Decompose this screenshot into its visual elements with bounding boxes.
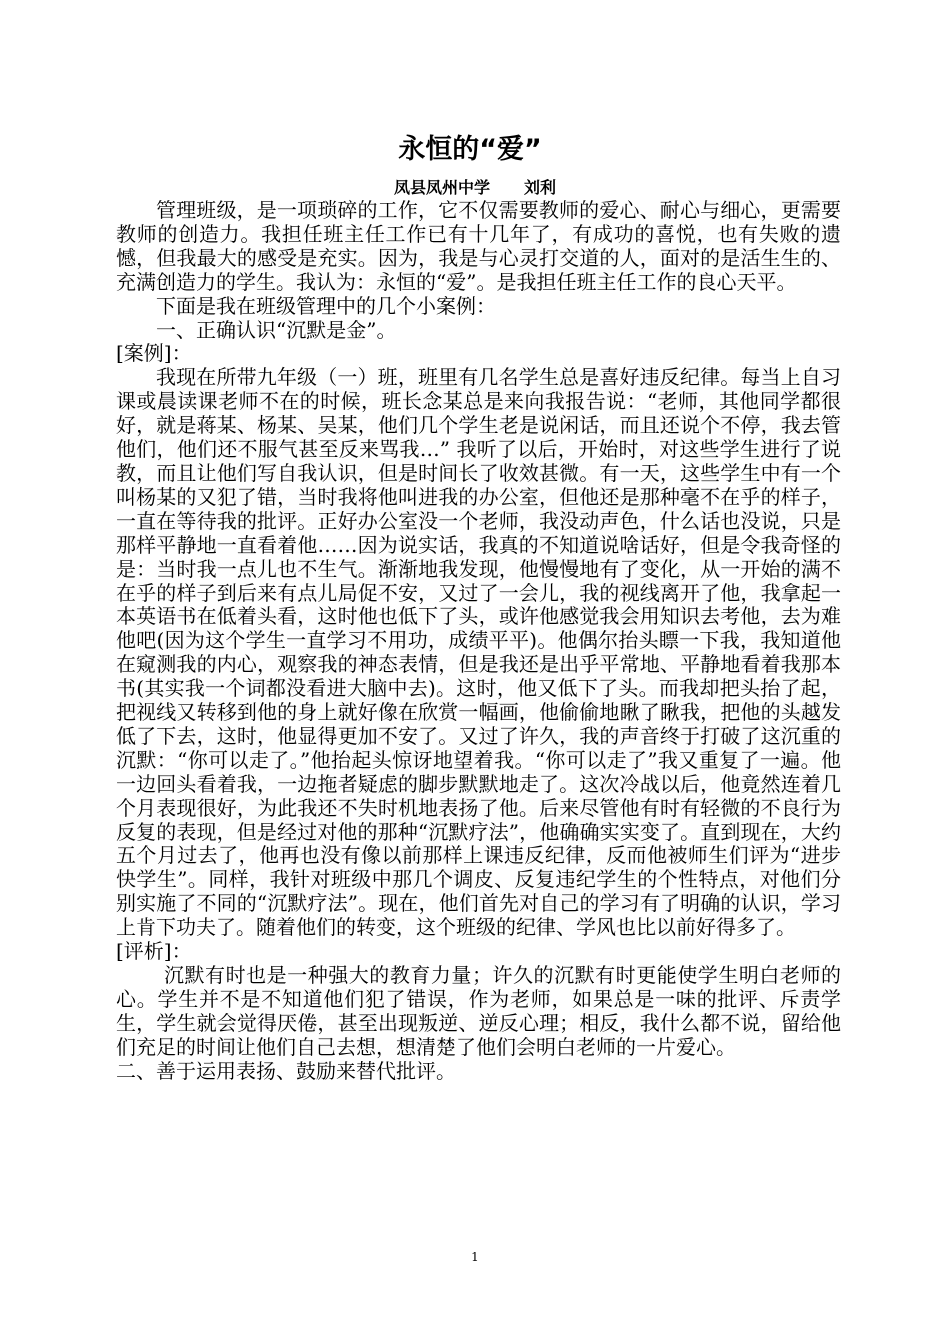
case-paragraph: 我现在所带九年级（一）班，班里有几名学生总是喜好违反纪律。每当上自习课或晨读课老师不在的时候，班长念某总是来向我报告说：“老师，其他同学都很好，就是蒋某、杨某、吴某，他们几个学生老是说闲话，而且还说个不停，我去管他们，他们还不服气甚至反来骂我…” 我听了以后，开始时，对这些学生进行了说教，而且让他们写自我认识，但是时间长了收效甚微。有一天，这些学生中有一个叫杨某的又犯了错，当时我将他叫进我的办公室，但他还是那种毫不在乎的样子，一直在等待我的批评。正好办公室没一个老师，我没动声色，什么话也没说，只是那样平静地一直看着他……因为说实话，我真的不知道说啥话好，但是令我奇怪的是：当时我一点儿也不生气。渐渐地我发现，他慢慢地有了变化，从一开始的满不在乎的样子到后来有点儿局促不安，又过了一会儿，我的视线离开了他，我拿起一本英语书在低着头看，这时他也低下了头，或许他感觉我会用知识去考他，去为难他吧(因为这个学生一直学习不用功，成绩平平)。他偶尔抬头瞟一下我，我知道他在窥测我的内心，观察我的神态表情，但是我还是出乎平常地、平静地看着我那本书(其实我一个词都没看进大脑中去)。这时，他又低下了头。而我却把头抬了起，把视线又转移到他的身上就好像在欣赏一幅画，他偷偷地瞅了瞅我，把他的头越发低了下去，这时，他显得更加不安了。又过了许久，我的声音终于打破了这沉重的沉默：“你可以走了。”他抬起头惊讶地望着我。“你可以走了”我又重复了一遍。他一边回头看着我，一边拖者疑虑的脚步默默地走了。这次冷战以后，他竟然连着几个月表现很好，为此我还不失时机地表扬了他。后来尽管他有时有轻微的不良行为反复的表现，但是经过对他的那种“沉默疗法”，他确确实实变了。直到现在，大约五个月过去了，他再也没有像以前那样上课违反纪律，反而他被师生们评为“进步快学生”。同样，我针对班级中那几个调皮、反复违纪学生的个性特点，对他们分别实施了不同的“沉默疗法”。现在，他们首先对自己的学习有了明确的认识，学习上肯下功夫了。随着他们的转变，这个班级的纪律、学风也比以前好得多了。 — [116, 365, 841, 940]
cases-intro-paragraph: 下面是我在班级管理中的几个小案例： — [156, 293, 496, 318]
author-school: 凤县凤州中学 — [393, 178, 490, 197]
author-name: 刘利 — [524, 178, 557, 197]
document-body — [116, 199, 841, 1084]
author-line — [0, 176, 950, 200]
analysis-label: [评析]： — [116, 939, 192, 964]
intro-paragraph: 管理班级，是一项琐碎的工作，它不仅需要教师的爱心、耐心与细心，更需要教师的创造力。我担任班主任工作已有十几年了，有成功的喜悦，也有失败的遗憾，但我最大的感受是充实。因为，我是与心灵打交道的人，面对的是活生生的、充满创造力的学生。我认为：永恒的“爱”。是我担任班主任工作的良心天平。 — [116, 198, 841, 294]
section-heading-1: 一、正确认识“沉默是金”。 — [156, 317, 397, 342]
case-label: [案例]： — [116, 341, 192, 366]
analysis-paragraph: 沉默有时也是一种强大的教育力量；许久的沉默有时更能使学生明白老师的心。学生并不是不知道他们犯了错误，作为老师，如果总是一味的批评、斥责学生，学生就会觉得厌倦，甚至出现叛逆、逆反心理；相反，我什么都不说，留给他们充足的时间让他们自己去想，想清楚了他们会明白老师的一片爱心。 — [116, 963, 841, 1059]
page-number: 1 — [471, 1250, 479, 1264]
section-heading-2: 二、善于运用表扬、鼓励来替代批评。 — [116, 1058, 456, 1083]
document-title: 永恒的“爱” — [398, 134, 542, 165]
